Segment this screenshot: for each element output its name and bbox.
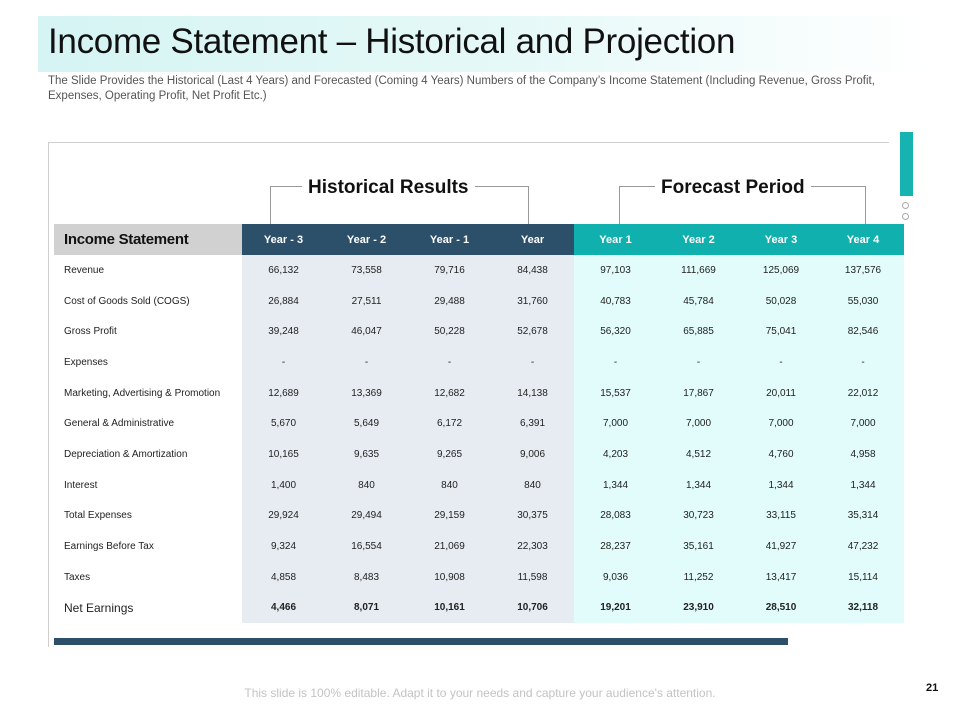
table-cell: 1,344 [574, 470, 657, 501]
table-cell: 22,303 [491, 531, 574, 562]
table-cell: 10,161 [408, 593, 491, 624]
table-cell: 16,554 [325, 531, 408, 562]
table-row [54, 286, 904, 317]
table-cell: 14,138 [491, 378, 574, 409]
table-cell: 31,760 [491, 286, 574, 317]
table-cell: 840 [491, 470, 574, 501]
table-cell: 7,000 [574, 408, 657, 439]
table-cell: 84,438 [491, 255, 574, 286]
table-cell: 41,927 [740, 531, 822, 562]
table-row [54, 562, 904, 593]
table-cell: 9,265 [408, 439, 491, 470]
table-cell: 46,047 [325, 316, 408, 347]
table-cell: 11,598 [491, 562, 574, 593]
table-cell: 15,537 [574, 378, 657, 409]
table-cell: - [822, 347, 904, 378]
table-cell: 35,161 [657, 531, 740, 562]
table-cell: 19,201 [574, 593, 657, 624]
row-label: Total Expenses [54, 501, 242, 532]
table-cell: 52,678 [491, 316, 574, 347]
dot-icon [902, 213, 909, 220]
table-header-row [54, 224, 904, 255]
table-cell: - [657, 347, 740, 378]
table-cell: 13,417 [740, 562, 822, 593]
table-cell: 4,512 [657, 439, 740, 470]
column-header: Year 2 [657, 224, 740, 255]
slide-title: Income Statement – Historical and Projection [48, 22, 736, 61]
table-cell: 28,510 [740, 593, 822, 624]
table-cell: 1,344 [822, 470, 904, 501]
table-cell: 10,908 [408, 562, 491, 593]
table-cell: - [408, 347, 491, 378]
table-cell: 6,172 [408, 408, 491, 439]
table-row [54, 593, 904, 624]
historical-results-label: Historical Results [302, 177, 475, 199]
table-cell: 30,723 [657, 501, 740, 532]
table-cell: 28,083 [574, 501, 657, 532]
table-row [54, 316, 904, 347]
table-cell: - [491, 347, 574, 378]
decorative-dots [902, 202, 909, 224]
table-cell: 33,115 [740, 501, 822, 532]
table-cell: 56,320 [574, 316, 657, 347]
table-cell: - [574, 347, 657, 378]
table-cell: 65,885 [657, 316, 740, 347]
table-cell: 47,232 [822, 531, 904, 562]
table-cell: 73,558 [325, 255, 408, 286]
table-cell: 30,375 [491, 501, 574, 532]
table-cell: - [242, 347, 325, 378]
row-label: Net Earnings [54, 593, 242, 624]
table-cell: 12,682 [408, 378, 491, 409]
table-cell: 50,228 [408, 316, 491, 347]
table-cell: 10,706 [491, 593, 574, 624]
table-cell: 125,069 [740, 255, 822, 286]
table-cell: 9,324 [242, 531, 325, 562]
dot-icon [902, 202, 909, 209]
table-cell: 7,000 [740, 408, 822, 439]
row-label: Marketing, Advertising & Promotion [54, 378, 242, 409]
table-cell: 66,132 [242, 255, 325, 286]
slide-subtitle: The Slide Provides the Historical (Last 4 Years) and Forecasted (Coming 4 Years) Numbers of the Company’s Income Statement (Including Revenue, Gross Profit, Expenses, Operating Profit, Net Profit Etc.) [48, 75, 875, 102]
table-cell: 15,114 [822, 562, 904, 593]
table-cell: 27,511 [325, 286, 408, 317]
table-cell: 29,494 [325, 501, 408, 532]
table-row [54, 531, 904, 562]
table-cell: 10,165 [242, 439, 325, 470]
table-cell: 137,576 [822, 255, 904, 286]
table-cell: 4,858 [242, 562, 325, 593]
table-cell: 75,041 [740, 316, 822, 347]
table-cell: 4,958 [822, 439, 904, 470]
table-cell: 29,924 [242, 501, 325, 532]
table-row [54, 408, 904, 439]
table-row [54, 378, 904, 409]
column-header: Year 4 [822, 224, 904, 255]
table-cell: 840 [325, 470, 408, 501]
table-cell: 9,006 [491, 439, 574, 470]
table-cell: 35,314 [822, 501, 904, 532]
row-label: General & Administrative [54, 408, 242, 439]
footer-note: This slide is 100% editable. Adapt it to your needs and capture your audience's attention. [244, 686, 716, 700]
row-label: Gross Profit [54, 316, 242, 347]
row-label: Expenses [54, 347, 242, 378]
row-label: Depreciation & Amortization [54, 439, 242, 470]
table-cell: - [325, 347, 408, 378]
table-cell: 7,000 [657, 408, 740, 439]
table-cell: 82,546 [822, 316, 904, 347]
table-cell: 6,391 [491, 408, 574, 439]
table-cell: 29,488 [408, 286, 491, 317]
table-cell: 28,237 [574, 531, 657, 562]
column-header: Year - 1 [408, 224, 491, 255]
column-header: Year [491, 224, 574, 255]
table-cell: 5,649 [325, 408, 408, 439]
table-row [54, 255, 904, 286]
table-cell: 111,669 [657, 255, 740, 286]
column-header: Year - 2 [325, 224, 408, 255]
table-cell: 4,466 [242, 593, 325, 624]
row-label: Earnings Before Tax [54, 531, 242, 562]
row-label: Revenue [54, 255, 242, 286]
table-cell: 11,252 [657, 562, 740, 593]
table-cell: 50,028 [740, 286, 822, 317]
table-cell: 5,670 [242, 408, 325, 439]
column-header: Year - 3 [242, 224, 325, 255]
income-statement-table [54, 224, 904, 623]
income-statement-header: Income Statement [54, 224, 242, 255]
table-cell: 20,011 [740, 378, 822, 409]
column-header: Year 3 [740, 224, 822, 255]
page-number: 21 [926, 682, 939, 694]
table-row [54, 347, 904, 378]
row-label: Taxes [54, 562, 242, 593]
table-cell: 21,069 [408, 531, 491, 562]
table-cell: - [740, 347, 822, 378]
table-cell: 23,910 [657, 593, 740, 624]
row-label: Interest [54, 470, 242, 501]
table-cell: 840 [408, 470, 491, 501]
table-cell: 4,203 [574, 439, 657, 470]
table-cell: 8,071 [325, 593, 408, 624]
table-cell: 22,012 [822, 378, 904, 409]
table-cell: 79,716 [408, 255, 491, 286]
table-cell: 17,867 [657, 378, 740, 409]
forecast-period-label: Forecast Period [655, 177, 811, 199]
table-cell: 29,159 [408, 501, 491, 532]
table-cell: 4,760 [740, 439, 822, 470]
table-cell: 8,483 [325, 562, 408, 593]
table-cell: 45,784 [657, 286, 740, 317]
bottom-accent-bar [54, 638, 788, 645]
table-cell: 39,248 [242, 316, 325, 347]
column-header: Year 1 [574, 224, 657, 255]
table-cell: 9,635 [325, 439, 408, 470]
table-cell: 12,689 [242, 378, 325, 409]
table-row [54, 501, 904, 532]
side-accent-bar [900, 132, 913, 196]
table-cell: 26,884 [242, 286, 325, 317]
table-cell: 40,783 [574, 286, 657, 317]
table-row [54, 439, 904, 470]
row-label: Cost of Goods Sold (COGS) [54, 286, 242, 317]
table-cell: 13,369 [325, 378, 408, 409]
table-cell: 1,344 [740, 470, 822, 501]
table-cell: 9,036 [574, 562, 657, 593]
table-cell: 55,030 [822, 286, 904, 317]
table-cell: 1,400 [242, 470, 325, 501]
table-cell: 1,344 [657, 470, 740, 501]
table-cell: 32,118 [822, 593, 904, 624]
table-cell: 7,000 [822, 408, 904, 439]
table-cell: 97,103 [574, 255, 657, 286]
table-row [54, 470, 904, 501]
